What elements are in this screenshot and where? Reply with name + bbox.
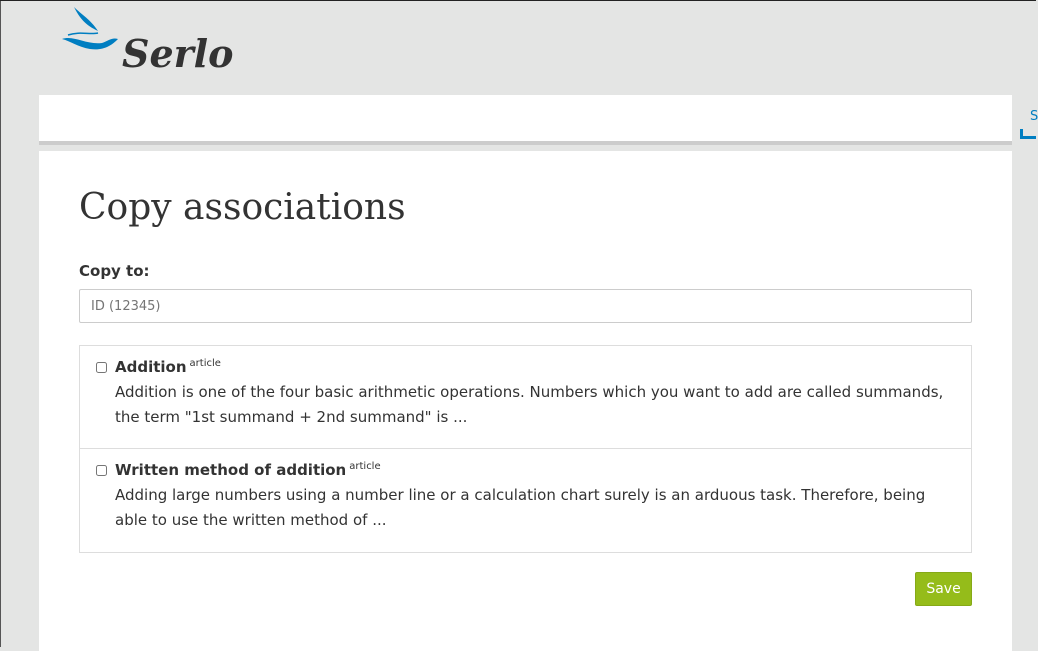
page-title: Copy associations	[79, 187, 406, 228]
save-button[interactable]: Save	[915, 572, 972, 606]
item-title: Written method of addition	[115, 461, 347, 479]
item-description: Adding large numbers using a number line or a calculation chart surely is an arduous task. Therefore, being able to use the written method of ...	[115, 486, 926, 529]
item-checkbox[interactable]	[96, 362, 107, 373]
side-decoration	[1020, 129, 1036, 139]
association-list	[79, 345, 972, 553]
item-type: article	[349, 461, 381, 472]
copy-to-id-input[interactable]	[79, 289, 972, 323]
side-link[interactable]: S	[1030, 109, 1038, 124]
main-content	[39, 151, 1012, 651]
top-navigation-bar	[39, 95, 1012, 145]
item-checkbox[interactable]	[96, 465, 107, 476]
copy-to-label: Copy to:	[79, 262, 150, 280]
brand-name: Serlo	[122, 31, 234, 76]
item-description: Addition is one of the four basic arithmetic operations. Numbers which you want to add are called summands, the term "1st summand + 2nd summand" is ...	[115, 383, 944, 426]
window-edge	[0, 1, 1, 647]
list-item	[80, 449, 971, 552]
item-type: article	[189, 358, 221, 369]
list-item	[80, 346, 971, 449]
serlo-logo-icon[interactable]	[60, 5, 122, 57]
item-title: Addition	[115, 358, 187, 376]
